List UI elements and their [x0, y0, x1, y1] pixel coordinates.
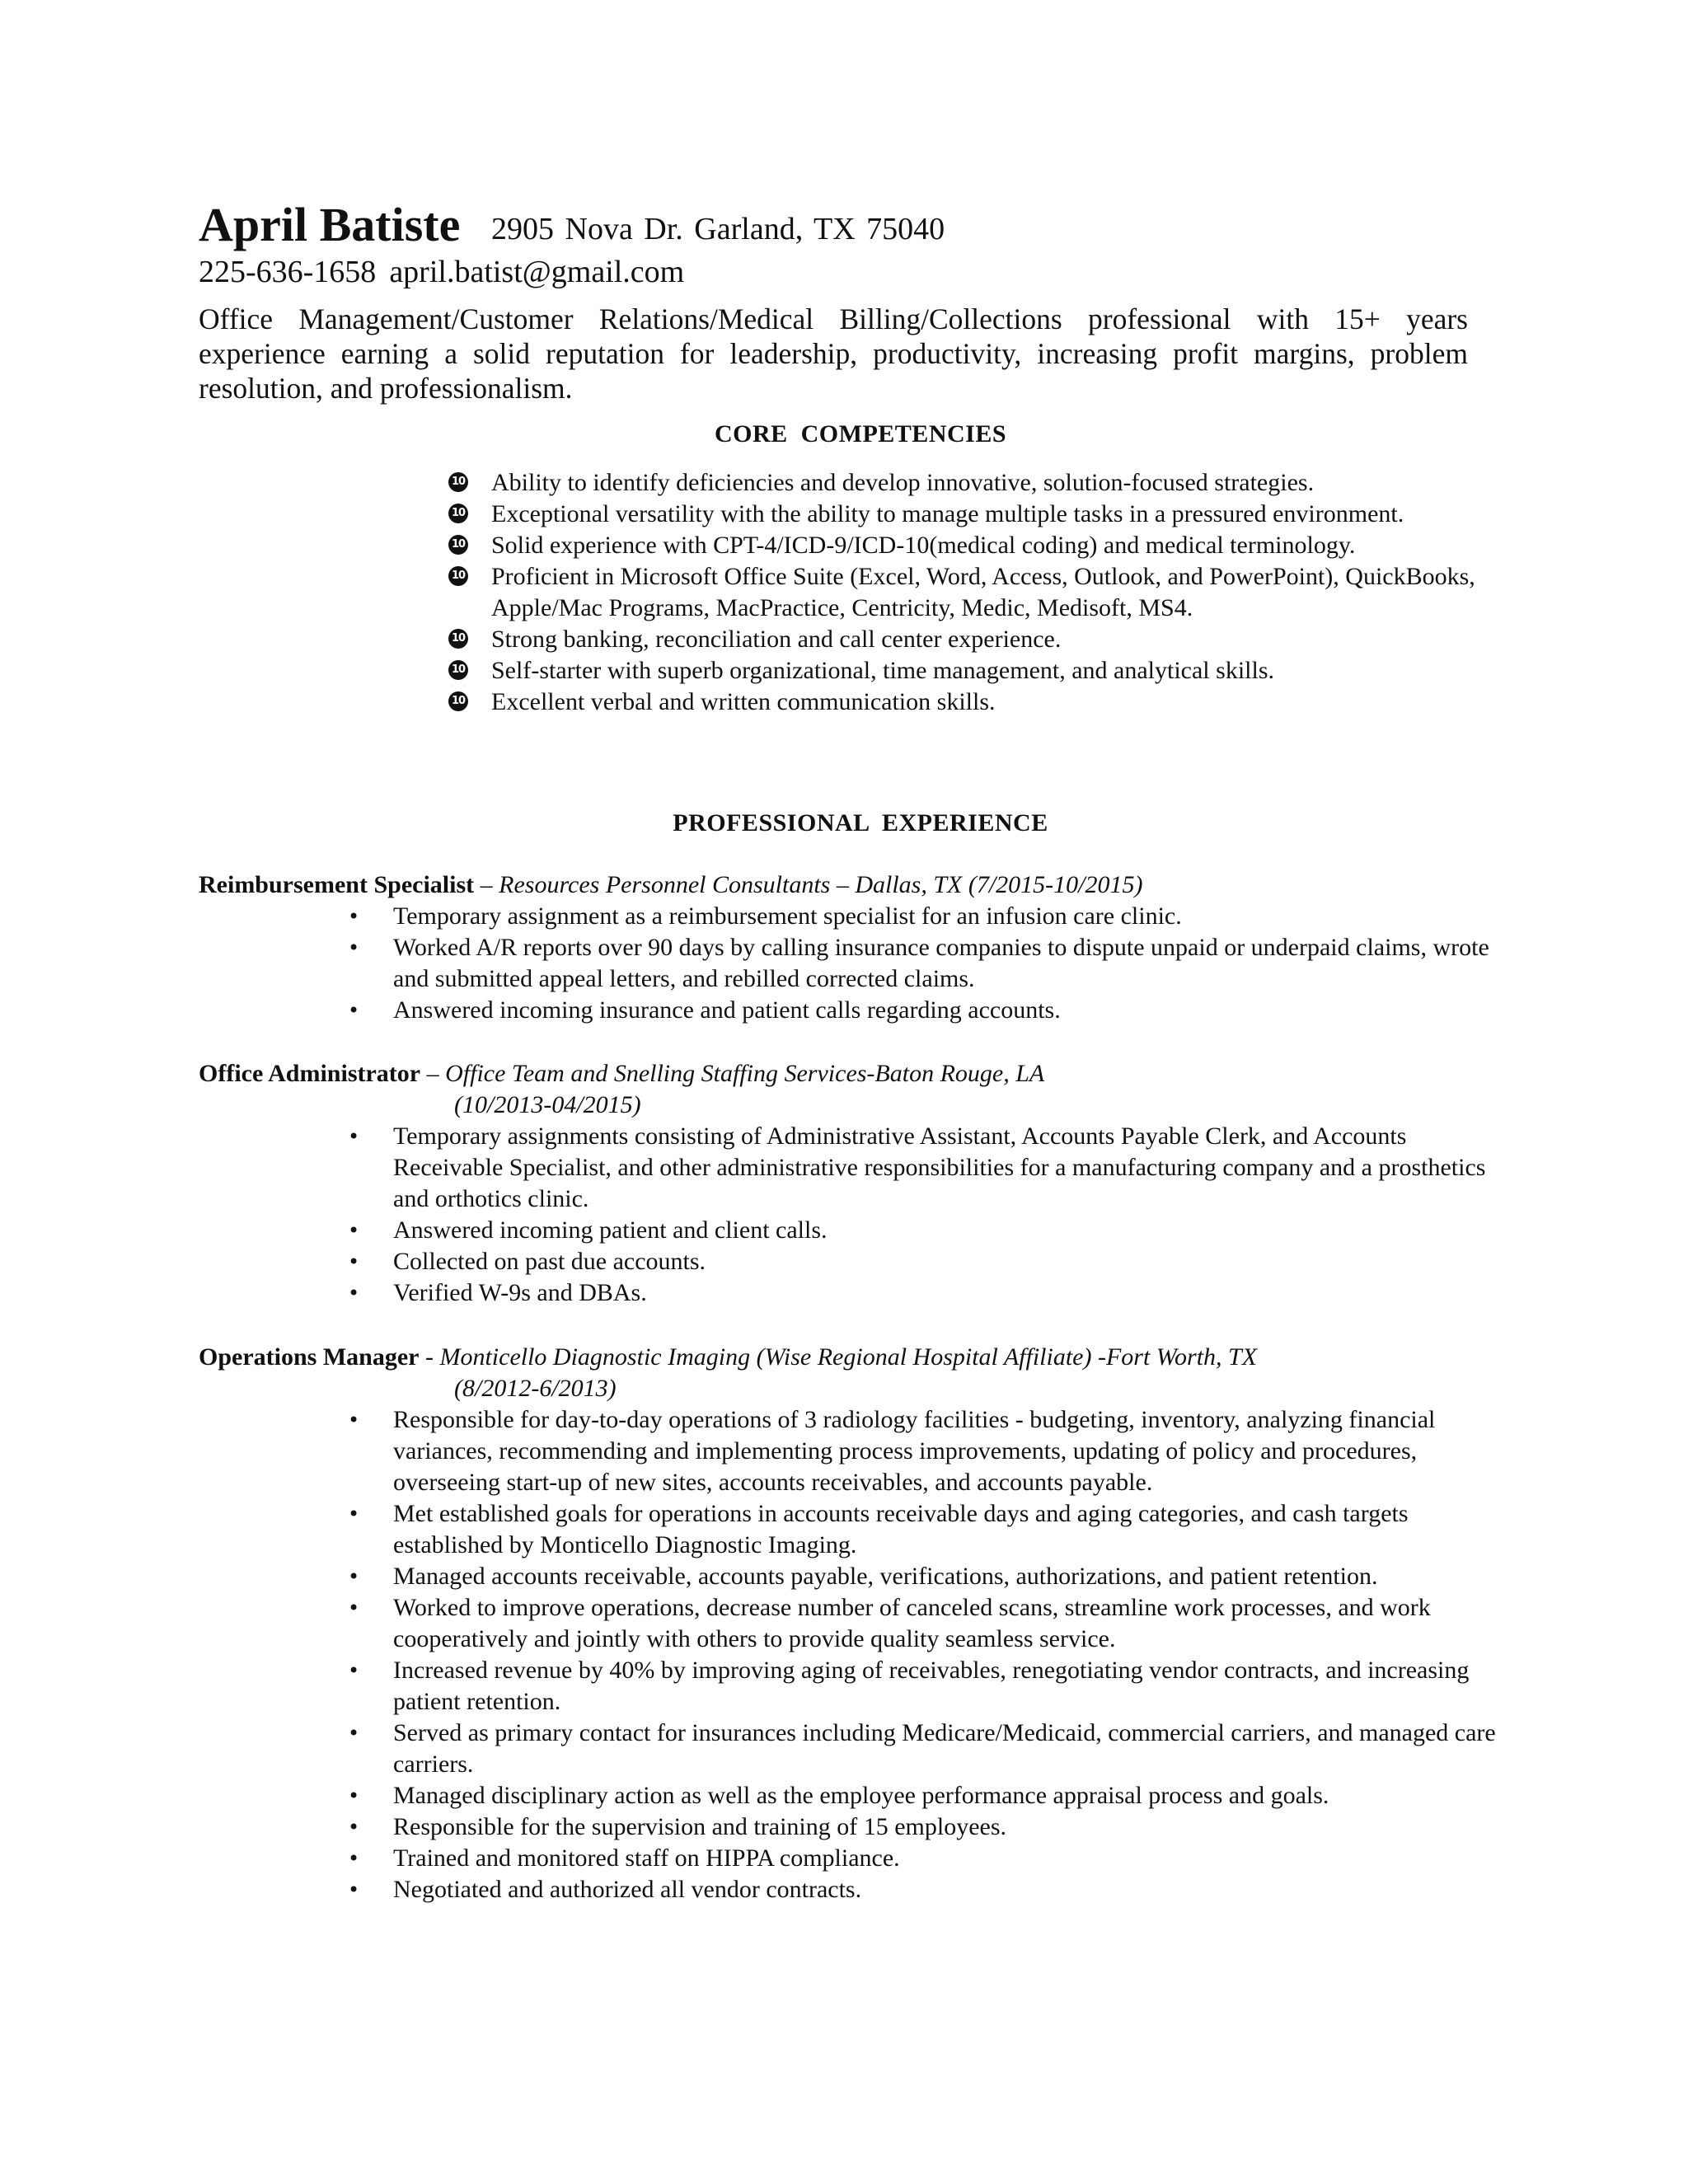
bullet-icon: •	[348, 999, 360, 1022]
bullet-icon: •	[348, 936, 360, 959]
candidate-name: April Batiste	[199, 198, 461, 251]
bullet-icon: •	[348, 1219, 360, 1242]
competency-item: 10 Self-starter with superb organizational, time management, and analytical skills.	[445, 655, 1484, 687]
job-title-line	[199, 1058, 1484, 1090]
job-organization: Office Team and Snelling Staffing Services-Baton Rouge, LA	[445, 1060, 1045, 1087]
bullet-icon: •	[348, 1878, 360, 1901]
list-item: • Worked A/R reports over 90 days by calling insurance companies to dispute unpaid or underpaid claims, wrote and submitted appeal letters, and rebilled corrected claims.	[348, 934, 1489, 992]
list-item: • Worked to improve operations, decrease number of canceled scans, streamline work processes, and work cooperatively and jointly with others to provide quality seamless service.	[348, 1594, 1431, 1652]
list-item: • Managed disciplinary action as well as the employee performance appraisal process and goals.	[199, 1780, 1498, 1811]
bullet-icon: •	[348, 1282, 360, 1305]
job-entry-operations-manager	[199, 1342, 1496, 1905]
bullet-icon: •	[348, 1502, 360, 1526]
list-item: • Answered incoming patient and client calls.	[199, 1215, 1498, 1246]
competency-item: 10 Ability to identify deficiencies and develop innovative, solution-focused strategies.	[445, 467, 1484, 499]
job-dates: (10/2013-04/2015)	[454, 1091, 641, 1118]
list-item: • Increased revenue by 40% by improving aging of receivables, renegotiating vendor contracts, and increasing patient retention.	[348, 1657, 1470, 1715]
bullet-icon: •	[348, 1816, 360, 1839]
numbered-circle-icon: 10	[448, 566, 468, 586]
job-title-line	[199, 869, 1484, 901]
professional-summary: Office Management/Customer Relations/Medical Billing/Collections professional with 15+ years experience earning a solid reputation for leadership, productivity, increasing profit margins, problem resolution, and professionalism.	[199, 302, 1468, 405]
candidate-phone: 225-636-1658	[199, 255, 377, 289]
bullet-icon: •	[348, 1784, 360, 1807]
numbered-circle-icon: 10	[448, 535, 468, 555]
job-bullets	[199, 901, 1489, 1026]
job-entry-reimbursement-specialist	[199, 869, 1489, 1026]
bullet-icon: •	[348, 1847, 360, 1870]
list-item: • Collected on past due accounts.	[199, 1246, 1498, 1277]
core-competencies-list	[445, 467, 1484, 718]
job-bullets	[199, 1404, 1496, 1905]
bullet-icon: •	[348, 905, 360, 928]
job-organization: Monticello Diagnostic Imaging (Wise Regional Hospital Affiliate) -Fort Worth, TX	[439, 1343, 1258, 1371]
job-organization: Resources Personnel Consultants – Dallas, TX (7/2015-10/2015)	[499, 871, 1143, 898]
list-item: • Responsible for the supervision and training of 15 employees.	[199, 1811, 1498, 1843]
core-competencies-heading: CORE COMPETENCIES	[714, 420, 1007, 448]
competency-item: 10 Excellent verbal and written communication skills.	[445, 687, 1484, 718]
contact-line	[199, 251, 684, 293]
job-separator: -	[419, 1343, 440, 1371]
professional-experience-heading: PROFESSIONAL EXPERIENCE	[673, 809, 1048, 837]
bullet-icon: •	[348, 1722, 360, 1745]
list-item: • Trained and monitored staff on HIPPA compliance.	[199, 1843, 1498, 1874]
numbered-circle-icon: 10	[448, 504, 468, 523]
list-item: • Verified W-9s and DBAs.	[199, 1277, 1498, 1309]
candidate-email: april.batist@gmail.com	[389, 255, 685, 289]
list-item: • Answered incoming insurance and patient calls regarding accounts.	[199, 995, 1498, 1026]
bullet-icon: •	[348, 1596, 360, 1619]
list-item: • Temporary assignment as a reimbursement specialist for an infusion care clinic.	[199, 901, 1498, 932]
list-item: • Served as primary contact for insurances including Medicare/Medicaid, commercial carriers, and managed care carriers.	[348, 1719, 1496, 1778]
bullet-icon: •	[348, 1250, 360, 1273]
list-item: • Managed accounts receivable, accounts payable, verifications, authorizations, and patient retention.	[199, 1561, 1498, 1592]
list-item: • Met established goals for operations in accounts receivable days and aging categories, and cash targets established by Monticello Diagnostic Imaging.	[348, 1500, 1409, 1558]
numbered-circle-icon: 10	[448, 472, 468, 492]
competency-item: 10 Strong banking, reconciliation and call center experience.	[445, 624, 1484, 655]
numbered-circle-icon: 10	[448, 629, 468, 649]
competency-item: 10 Exceptional versatility with the ability to manage multiple tasks in a pressured environment.	[445, 499, 1484, 530]
job-dates: (8/2012-6/2013)	[454, 1375, 617, 1402]
job-entry-office-administrator	[199, 1058, 1484, 1309]
bullet-icon: •	[348, 1408, 360, 1432]
bullet-icon: •	[348, 1659, 360, 1682]
competency-item: 10 Solid experience with CPT-4/ICD-9/ICD-10(medical coding) and medical terminology.	[445, 530, 1484, 561]
bullet-icon: •	[348, 1565, 360, 1588]
job-title-line	[199, 1342, 1484, 1373]
job-bullets	[199, 1121, 1484, 1309]
numbered-circle-icon: 10	[448, 660, 468, 680]
list-item: • Negotiated and authorized all vendor contracts.	[199, 1874, 1498, 1905]
job-separator: –	[420, 1060, 446, 1087]
job-separator: –	[474, 871, 499, 898]
list-item: • Temporary assignments consisting of Administrative Assistant, Accounts Payable Clerk, and Accounts Receivable Specialist, and other administrative responsibilities for a manufacturing company and a prosthetics and orthotics clinic.	[348, 1122, 1486, 1212]
numbered-circle-icon: 10	[448, 691, 468, 711]
list-item: • Responsible for day-to-day operations of 3 radiology facilities - budgeting, inventory, analyzing financial variances, recommending and implementing process improvements, updating of policy and procedures, overseeing start-up of new sites, accounts receivables, and accounts payable.	[348, 1406, 1436, 1496]
candidate-address: 2905 Nova Dr. Garland, TX 75040	[491, 212, 945, 246]
job-title: Office Administrator	[199, 1060, 421, 1087]
bullet-icon: •	[348, 1125, 360, 1148]
job-title: Reimbursement Specialist	[199, 871, 475, 898]
competency-item: 10 Proficient in Microsoft Office Suite (Excel, Word, Access, Outlook, and PowerPoint), QuickBooks, Apple/Mac Programs, MacPractice, Centricity, Medic, Medisoft, MS4.	[445, 561, 1484, 624]
job-title: Operations Manager	[199, 1343, 420, 1371]
